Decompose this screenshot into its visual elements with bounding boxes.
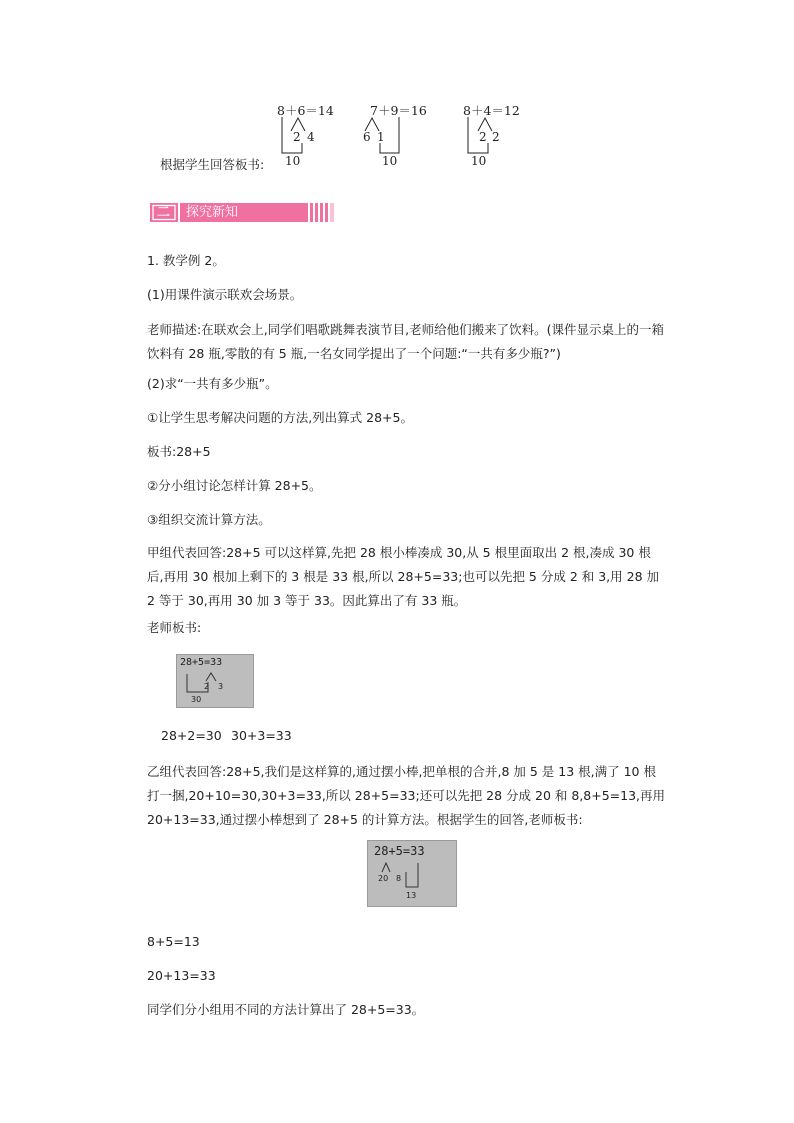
equation-3: 8＋4＝12 (463, 103, 520, 118)
line-11a: 28+2=30 (161, 728, 222, 743)
diagram-caption: 根据学生回答板书: (160, 157, 265, 172)
board-photo-1-split-a: 2 (204, 682, 210, 691)
board-photo-1-sum: 30 (191, 695, 202, 704)
equation-3-split-b: 2 (492, 130, 500, 144)
equation-2-sum: 10 (382, 154, 398, 168)
line-12: 乙组代表回答:28+5,我们是这样算的,通过摆小棒,把单根的合并,8 加 5 是 13 根,满了 10 根打一捆,20+10=30,30+3=33,所以 28+5=33;还可以先把 28 分成 20 和 8,8+5=13,再用 20+13=33,通过摆小棒想到了 28+5 的计算方法。根据学生的回答,老师板书: (147, 764, 666, 827)
equation-1-split-b: 4 (307, 130, 315, 144)
line-10: 老师板书: (147, 620, 202, 635)
board-photo-1-split-b: 3 (218, 682, 224, 691)
board-photo-2-split-b: 8 (396, 874, 402, 883)
line-1: 1. 教学例 2。 (147, 253, 225, 268)
board-photo-1-equation: 28+5=33 (180, 657, 223, 668)
line-13: 8+5=13 (147, 934, 200, 949)
line-14: 20+13=33 (147, 968, 216, 983)
equation-3-split-a: 2 (479, 130, 487, 144)
line-3: 老师描述:在联欢会上,同学们唱歌跳舞表演节目,老师给他们搬来了饮料。(课件显示桌上的一箱饮料有 28 瓶,零散的有 5 瓶,一名女同学提出了一个问题:“一共有多少瓶?”) (147, 322, 665, 361)
section-title: 探究新知 (186, 205, 239, 220)
line-15: 同学们分小组用不同的方法计算出了 28+5=33。 (147, 1002, 425, 1017)
board-photo-2-equation: 28+5=33 (374, 844, 425, 858)
line-7: ②分小组讨论怎样计算 28+5。 (147, 478, 322, 493)
line-4: (2)求“一共有多少瓶”。 (147, 376, 278, 391)
line-8: ③组织交流计算方法。 (147, 512, 271, 527)
equation-1-sum: 10 (285, 154, 301, 168)
equation-2: 7＋9＝16 (370, 103, 427, 118)
equation-1: 8＋6＝14 (277, 103, 334, 118)
equation-3-sum: 10 (471, 154, 487, 168)
board-photo-1 (176, 654, 254, 708)
equation-1-split-a: 2 (293, 130, 301, 144)
line-2: (1)用课件演示联欢会场景。 (147, 287, 303, 302)
line-6: 板书:28+5 (147, 444, 211, 459)
banner-shape (150, 203, 334, 222)
equation-2-split-b: 1 (377, 130, 385, 144)
line-5: ①让学生思考解决问题的方法,列出算式 28+5。 (147, 410, 413, 425)
board-photo-2-sum: 13 (406, 891, 417, 900)
board-photo-2-split-a: 20 (378, 874, 389, 883)
section-banner (150, 203, 334, 222)
line-11b: 30+3=33 (231, 728, 292, 743)
equation-2-split-a: 6 (363, 130, 371, 144)
board-photo-2 (367, 840, 457, 907)
line-9: 甲组代表回答:28+5 可以这样算,先把 28 根小棒凑成 30,从 5 根里面取出 2 根,凑成 30 根后,再用 30 根加上剩下的 3 根是 33 根,所以 28+5=33;也可以先把 5 分成 2 和 3,用 28 加 2 等于 30,再用 30 加 3 等于 33。因此算出了有 33 瓶。 (147, 545, 660, 608)
section-number: 二 (157, 205, 171, 220)
